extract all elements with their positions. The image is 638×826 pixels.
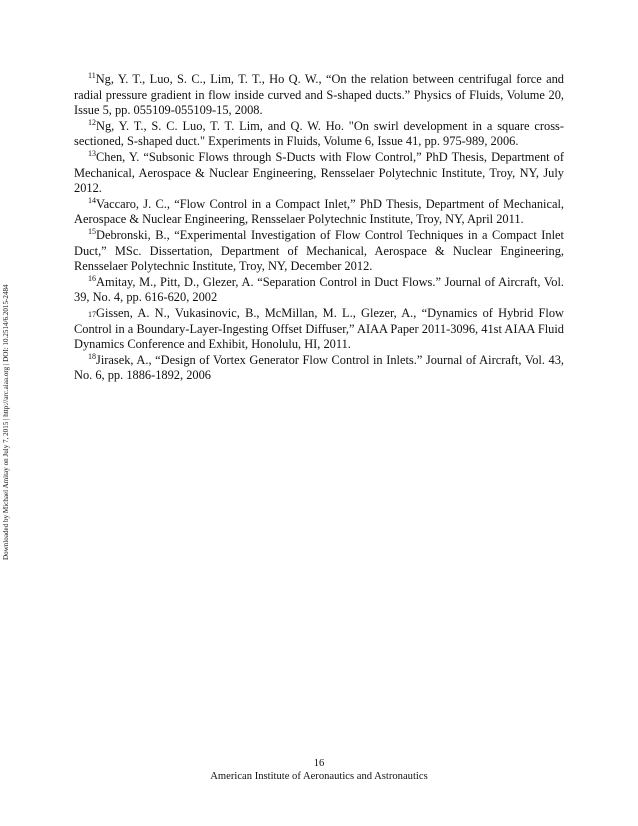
reference-number: 17 [88, 309, 96, 319]
page-number: 16 [313, 758, 325, 769]
reference-text: Chen, Y. “Subsonic Flows through S-Ducts with Flow Control,” PhD Thesis, Department of Mechanical, Aerospace & Nuclear Engineering, Rensselaer Polytechnic Institute, Troy, NY, July 2012. [74, 149, 564, 196]
reference-text: Ng, Y. T., S. C. Luo, T. T. Lim, and Q. W. Ho. "On swirl development in a square cross-sectioned, S-shaped duct." Experiments in Fluids, Volume 6, Issue 41, pp. 975-989, 2006. [74, 118, 564, 149]
reference-number: 14 [88, 195, 96, 205]
reference-text: Debronski, B., “Experimental Investigation of Flow Control Techniques in a Compact Inlet Duct,” MSc. Dissertation, Department of Mechanical, Aerospace & Nuclear Engineering, Rensselaer Polytechnic Institute, Troy, NY, December 2012. [74, 227, 564, 274]
reference-17 [74, 306, 564, 353]
reference-14 [74, 197, 564, 228]
reference-18 [74, 353, 564, 384]
reference-16 [74, 275, 564, 306]
reference-number: 13 [88, 148, 96, 158]
reference-text: Ng, Y. T., Luo, S. C., Lim, T. T., Ho Q. W., “On the relation between centrifugal force and radial pressure gradient in flow inside curved and S-shaped ducts.” Physics of Fluids, Volume 20, Issue 5, pp. 055109-055109-15, 2008. [74, 72, 564, 118]
reference-number: 18 [88, 351, 96, 361]
reference-text: Amitay, M., Pitt, D., Glezer, A. “Separation Control in Duct Flows.” Journal of Aircraft, Vol. 39, No. 4, pp. 616-620, 2002 [74, 274, 564, 305]
reference-text: Vaccaro, J. C., “Flow Control in a Compact Inlet,” PhD Thesis, Department of Mechanical, Aerospace & Nuclear Engineering, Rensselaer Polytechnic Institute, Troy, NY, April 2011. [74, 196, 564, 227]
reference-12 [74, 119, 564, 150]
reference-15 [74, 228, 564, 275]
download-watermark: Downloaded by Michael Amitay on July 7, 2015 | http://arc.aiaa.org | DOI: 10.2514/6.2015-2484 [2, 284, 10, 560]
reference-list [74, 72, 564, 384]
reference-number: 11 [88, 71, 96, 80]
reference-number: 12 [88, 117, 96, 127]
reference-11 [74, 72, 564, 119]
reference-text: Gissen, A. N., Vukasinovic, B., McMillan, M. L., Glezer, A., “Dynamics of Hybrid Flow Control in a Boundary-Layer-Ingesting Offset Diffuser,” AIAA Paper 2011-3096, 41st AIAA Fluid Dynamics Conference and Exhibit, Honolulu, HI, 2011. [74, 305, 564, 352]
reference-text: Jirasek, A., “Design of Vortex Generator Flow Control in Inlets.” Journal of Aircraft, Vol. 43, No. 6, pp. 1886-1892, 2006 [74, 352, 564, 383]
reference-number: 16 [88, 273, 96, 283]
reference-13 [74, 150, 564, 197]
reference-number: 15 [88, 226, 96, 236]
footer-organization: American Institute of Aeronautics and Astronautics [210, 771, 428, 782]
